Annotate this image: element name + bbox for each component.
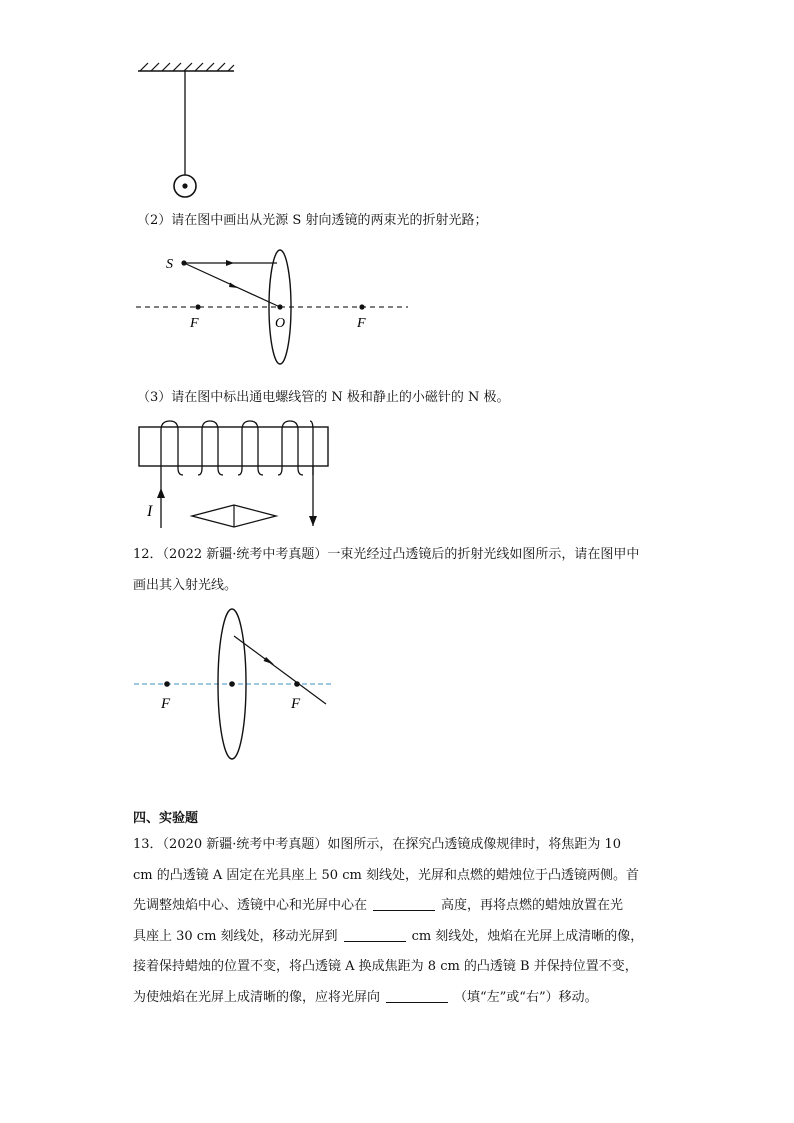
lens-figure-1 xyxy=(130,245,420,370)
q13-text xyxy=(133,830,643,1013)
section-4-title: 四、实验题 xyxy=(133,811,199,826)
q13-line-4a: 具座上 30 cm 刻线处，移动光屏到 xyxy=(133,928,338,944)
q13-line-6 xyxy=(133,983,643,1014)
solenoid-figure xyxy=(130,418,340,534)
refracted-ray xyxy=(234,636,326,704)
solenoid-core xyxy=(139,427,328,466)
q13-line-4 xyxy=(133,922,643,953)
q13-line-5: 接着保持蜡烛的位置不变，将凸透镜 A 换成焦距为 8 cm 的凸透镜 B 并保持位置不变， xyxy=(133,959,638,974)
lens-figure-2 xyxy=(130,605,340,765)
label-focus-left-2: F xyxy=(161,696,171,712)
q13-line-2: cm 的凸透镜 A 固定在光具座上 50 cm 刻线处，光屏和点燃的蜡烛位于凸透镜两侧。首 xyxy=(133,867,639,883)
label-source: S xyxy=(166,257,173,272)
q13-line-6a: 为使烛焰在光屏上成清晰的像，应将光屏向 xyxy=(133,989,381,1005)
refracted-ray-arrow xyxy=(264,657,275,665)
answer-blank-3[interactable] xyxy=(386,988,448,1003)
label-focus-right: F xyxy=(357,316,366,331)
focus-right-point xyxy=(359,304,364,309)
q13-line-3a: 先调整烛焰中心、透镜中心和光屏中心在 xyxy=(133,898,368,913)
ray-parallel-arrow xyxy=(226,260,234,266)
focus-right-point-2 xyxy=(294,681,300,687)
answer-blank-1[interactable] xyxy=(373,896,435,911)
optical-center-point-2 xyxy=(229,681,235,687)
label-focus-right-2: F xyxy=(291,696,301,712)
answer-blank-2[interactable] xyxy=(344,927,406,942)
current-in-arrow xyxy=(157,488,165,498)
q13-line-3b: 高度，再将点燃的蜡烛放置在光 xyxy=(441,898,624,913)
ceiling-hatch xyxy=(140,63,234,71)
q12-line-2: 画出其入射光线。 xyxy=(133,577,238,593)
q13-line-1: 13．（2020 新疆·统考中考真题）如图所示，在探究凸透镜成像规律时，将焦距为 10 xyxy=(133,837,622,852)
q13-line-3 xyxy=(133,891,643,922)
solenoid-coil xyxy=(161,421,313,528)
q11-3-text: （3）请在图中标出通电螺线管的 N 极和静止的小磁针的 N 极。 xyxy=(137,390,510,405)
pendulum-figure xyxy=(130,60,240,200)
current-out-arrow xyxy=(309,516,317,526)
q12-text xyxy=(133,540,639,601)
ray-center-arrow xyxy=(229,283,238,289)
pendulum-bob-center xyxy=(182,183,187,188)
q11-2-text: （2）请在图中画出从光源 S 射向透镜的两束光的折射光路； xyxy=(137,213,488,228)
focus-left-point-2 xyxy=(164,681,170,687)
label-focus-left: F xyxy=(190,316,199,331)
q12-line-1: 12．（2022 新疆·统考中考真题）一束光经过凸透镜后的折射光线如图所示，请在图甲中 xyxy=(133,547,640,562)
optical-center-point xyxy=(277,304,282,309)
q13-line-6b: （填“左”或“右”）移动。 xyxy=(454,989,598,1005)
label-center: O xyxy=(275,316,286,331)
label-current: I xyxy=(147,503,153,520)
q13-line-4b: cm 刻线处，烛焰在光屏上成清晰的像， xyxy=(411,928,644,944)
focus-left-point xyxy=(195,304,200,309)
